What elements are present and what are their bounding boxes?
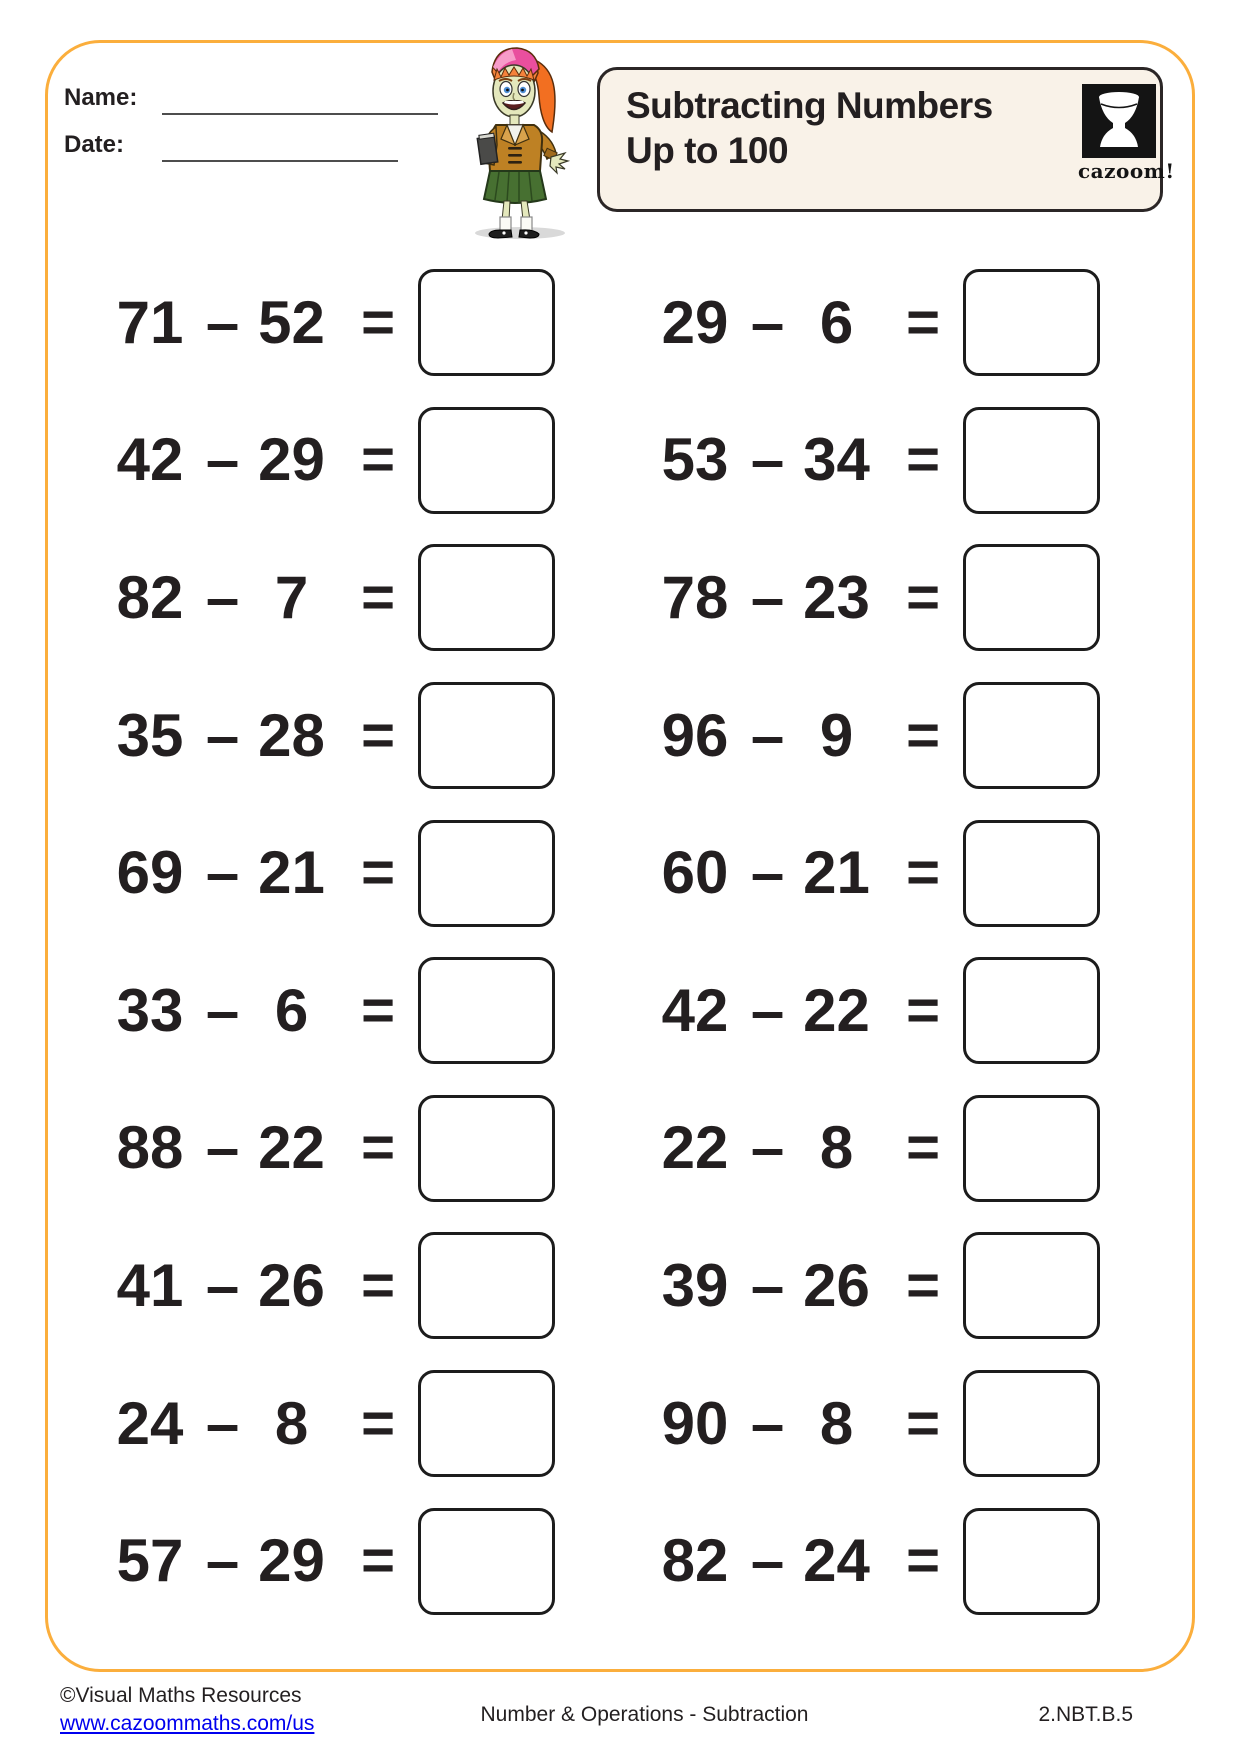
subtrahend: 8 <box>819 1389 854 1457</box>
problem-row <box>645 942 1100 1080</box>
problems-column-left <box>100 254 555 1630</box>
title-line-2: Up to 100 <box>626 130 789 171</box>
answer-box[interactable] <box>418 957 555 1064</box>
problem-row <box>100 392 555 530</box>
minus-sign: – <box>750 426 785 494</box>
minuend: 88 <box>116 1114 184 1182</box>
answer-box[interactable] <box>418 1232 555 1339</box>
minus-sign: – <box>750 1114 785 1182</box>
problem-row <box>100 254 555 392</box>
equals-sign: = <box>906 1252 940 1318</box>
title-line-1: Subtracting Numbers <box>626 85 993 126</box>
answer-box[interactable] <box>963 407 1100 514</box>
minus-sign: – <box>750 563 785 631</box>
answer-box[interactable] <box>418 1508 555 1615</box>
minus-sign: – <box>205 701 240 769</box>
minuend: 69 <box>116 839 184 907</box>
equals-sign: = <box>361 289 395 355</box>
minuend: 29 <box>661 288 729 356</box>
subtrahend: 6 <box>819 288 854 356</box>
problem-row <box>100 529 555 667</box>
name-input-line[interactable] <box>162 113 438 115</box>
minus-sign: – <box>205 426 240 494</box>
subtrahend: 21 <box>803 839 870 907</box>
minuend: 35 <box>116 701 184 769</box>
equals-sign: = <box>361 840 395 906</box>
equals-sign: = <box>361 427 395 493</box>
minus-sign: – <box>205 563 240 631</box>
problem-row <box>645 1080 1100 1218</box>
subtrahend: 21 <box>258 839 325 907</box>
subtrahend: 29 <box>258 1527 325 1595</box>
minus-sign: – <box>750 1527 785 1595</box>
footer-standard-code: 2.NBT.B.5 <box>1038 1703 1133 1726</box>
problem-row <box>645 667 1100 805</box>
minuend: 71 <box>116 288 184 356</box>
minuend: 22 <box>661 1114 729 1182</box>
minuend: 96 <box>661 701 729 769</box>
footer-url-link[interactable]: www.cazoommaths.com/us <box>60 1712 315 1735</box>
subtrahend: 26 <box>803 1251 870 1319</box>
equals-sign: = <box>906 840 940 906</box>
problem-row <box>645 392 1100 530</box>
answer-box[interactable] <box>418 407 555 514</box>
minuend: 78 <box>661 563 729 631</box>
subtrahend: 26 <box>258 1251 325 1319</box>
subtrahend: 28 <box>258 701 325 769</box>
drum-icon <box>1082 84 1156 158</box>
subtrahend: 52 <box>258 288 325 356</box>
subtrahend: 6 <box>274 976 309 1044</box>
equals-sign: = <box>361 1115 395 1181</box>
equals-sign: = <box>906 289 940 355</box>
minuend: 33 <box>116 976 184 1044</box>
minus-sign: – <box>205 1251 240 1319</box>
minus-sign: – <box>750 701 785 769</box>
minus-sign: – <box>205 839 240 907</box>
answer-box[interactable] <box>418 1095 555 1202</box>
answer-box[interactable] <box>963 1508 1100 1615</box>
answer-box[interactable] <box>963 682 1100 789</box>
subtrahend: 29 <box>258 426 325 494</box>
equals-sign: = <box>906 1115 940 1181</box>
subtrahend: 22 <box>258 1114 325 1182</box>
minuend: 82 <box>661 1527 729 1595</box>
subtrahend: 24 <box>803 1527 870 1595</box>
answer-box[interactable] <box>418 544 555 651</box>
problem-row <box>100 804 555 942</box>
problem-row <box>100 1080 555 1218</box>
problem-row <box>100 1217 555 1355</box>
minus-sign: – <box>205 1114 240 1182</box>
problem-row <box>645 1217 1100 1355</box>
minuend: 41 <box>116 1251 184 1319</box>
equals-sign: = <box>361 564 395 630</box>
cazoom-logo <box>1078 84 1175 183</box>
equals-sign: = <box>906 1390 940 1456</box>
answer-box[interactable] <box>963 269 1100 376</box>
problem-row <box>100 942 555 1080</box>
subtrahend: 8 <box>274 1389 309 1457</box>
footer-category: Number & Operations - Subtraction <box>480 1703 809 1726</box>
equals-sign: = <box>361 1528 395 1594</box>
answer-box[interactable] <box>418 1370 555 1477</box>
minus-sign: – <box>750 288 785 356</box>
minuend: 57 <box>116 1527 184 1595</box>
equals-sign: = <box>906 702 940 768</box>
equals-sign: = <box>361 1252 395 1318</box>
subtrahend: 7 <box>274 563 309 631</box>
problem-row <box>100 1492 555 1630</box>
problem-row <box>645 804 1100 942</box>
minuend: 24 <box>116 1389 184 1457</box>
date-label: Date: <box>64 131 125 158</box>
minuend: 42 <box>661 976 729 1044</box>
minuend: 90 <box>661 1389 729 1457</box>
answer-box[interactable] <box>418 682 555 789</box>
equals-sign: = <box>361 702 395 768</box>
subtrahend: 34 <box>803 426 870 494</box>
name-label: Name: <box>64 84 138 111</box>
minus-sign: – <box>750 1389 785 1457</box>
answer-box[interactable] <box>963 544 1100 651</box>
equals-sign: = <box>361 1390 395 1456</box>
minus-sign: – <box>205 976 240 1044</box>
answer-box[interactable] <box>963 1095 1100 1202</box>
minuend: 82 <box>116 563 184 631</box>
problem-row <box>645 254 1100 392</box>
minuend: 60 <box>661 839 729 907</box>
subtrahend: 23 <box>803 563 870 631</box>
problem-row <box>645 529 1100 667</box>
worksheet-title <box>626 83 993 173</box>
problem-row <box>100 1355 555 1493</box>
problem-row <box>645 1492 1100 1630</box>
logo-wordmark: cazoom! <box>1078 159 1175 183</box>
problem-row <box>100 667 555 805</box>
subtrahend: 8 <box>819 1114 854 1182</box>
mascot-girl-illustration <box>440 40 590 240</box>
answer-box[interactable] <box>963 1232 1100 1339</box>
minus-sign: – <box>205 288 240 356</box>
minuend: 39 <box>661 1251 729 1319</box>
subtrahend: 9 <box>819 701 854 769</box>
answer-box[interactable] <box>418 820 555 927</box>
equals-sign: = <box>906 1528 940 1594</box>
minus-sign: – <box>750 976 785 1044</box>
problem-row <box>645 1355 1100 1493</box>
minus-sign: – <box>750 839 785 907</box>
footer-copyright: ©Visual Maths Resources <box>60 1684 302 1707</box>
subtrahend: 22 <box>803 976 870 1044</box>
minus-sign: – <box>205 1527 240 1595</box>
equals-sign: = <box>361 977 395 1043</box>
answer-box[interactable] <box>963 957 1100 1064</box>
minuend: 42 <box>116 426 184 494</box>
minus-sign: – <box>750 1251 785 1319</box>
title-box <box>597 67 1175 212</box>
problems-column-right <box>645 254 1100 1630</box>
answer-box[interactable] <box>418 269 555 376</box>
answer-box[interactable] <box>963 1370 1100 1477</box>
date-input-line[interactable] <box>162 160 398 162</box>
answer-box[interactable] <box>963 820 1100 927</box>
equals-sign: = <box>906 977 940 1043</box>
equals-sign: = <box>906 427 940 493</box>
equals-sign: = <box>906 564 940 630</box>
minuend: 53 <box>661 426 729 494</box>
minus-sign: – <box>205 1389 240 1457</box>
